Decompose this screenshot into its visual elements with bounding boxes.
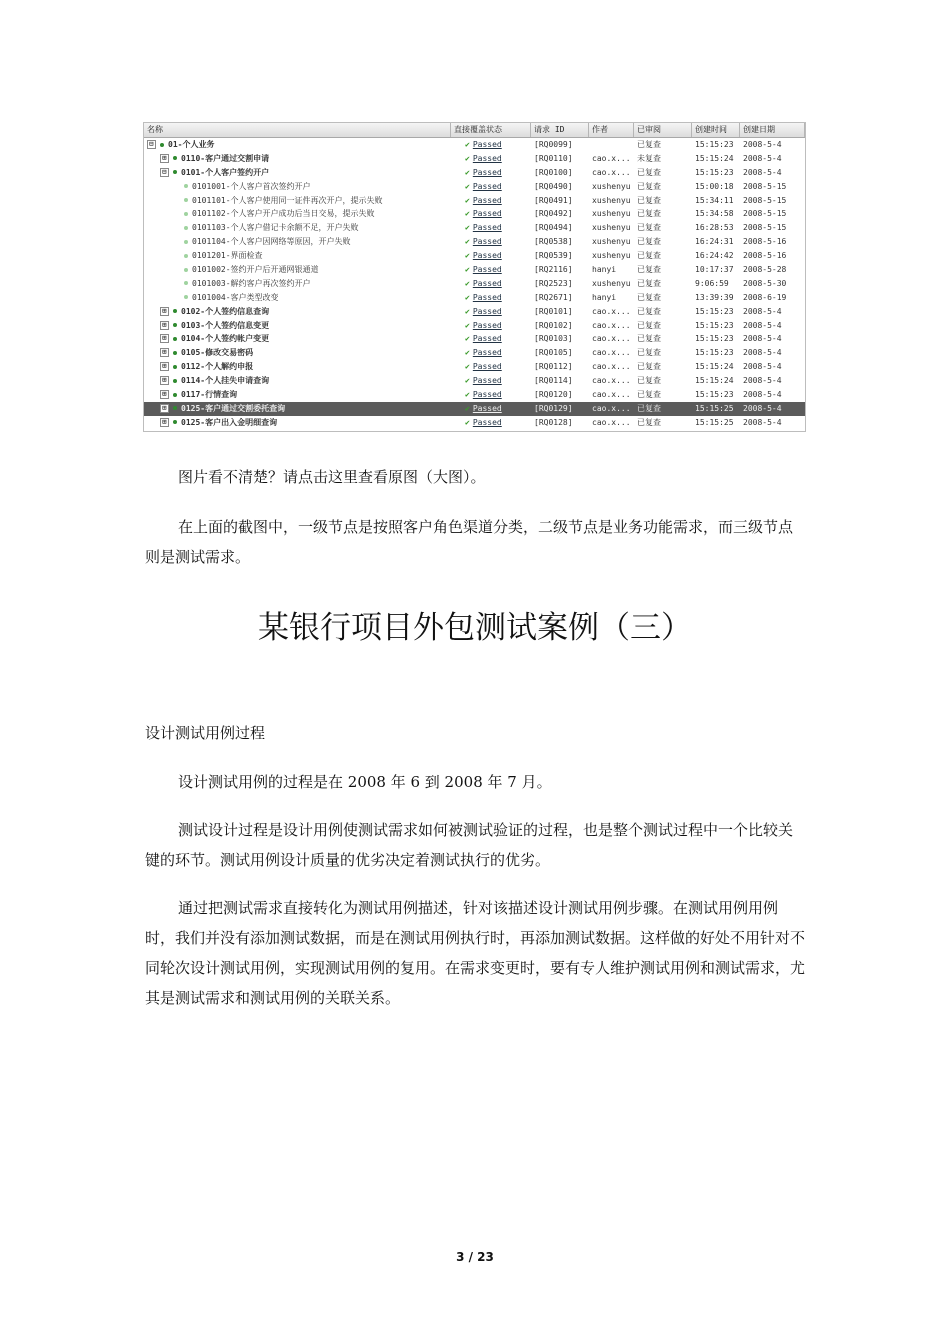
row-reviewed: 已复查	[637, 167, 661, 177]
row-name[interactable]: 01-个人业务	[168, 140, 215, 149]
row-author: cao.x...	[592, 306, 631, 316]
row-request-id: [RQ0099]	[534, 140, 573, 149]
status-link[interactable]: Passed	[472, 140, 502, 149]
row-name-cell	[144, 360, 451, 374]
row-status-cell	[451, 221, 531, 235]
row-author: cao.x...	[592, 376, 631, 386]
row-name[interactable]: 0101-个人客户签约开户	[181, 167, 270, 177]
row-name-cell	[144, 249, 451, 263]
col-created-date[interactable]: 创建日期	[740, 123, 805, 137]
expand-icon[interactable]: ⊞	[160, 376, 169, 385]
status-link[interactable]: Passed	[472, 181, 502, 191]
row-request-id: [RQ0120]	[534, 390, 573, 400]
status-link[interactable]: Passed	[472, 292, 502, 302]
requirement-node-icon	[184, 184, 188, 188]
requirement-node-icon	[184, 254, 188, 258]
check-icon: ✔	[465, 251, 470, 261]
status-link[interactable]: Passed	[472, 348, 502, 358]
row-author: cao.x...	[592, 167, 631, 177]
row-name[interactable]: 0105-修改交易密码	[181, 348, 254, 358]
row-status-cell	[451, 305, 531, 319]
row-name-cell	[144, 207, 451, 221]
row-name[interactable]: 0112-个人解约申报	[181, 362, 254, 372]
row-author: cao.x...	[592, 334, 631, 344]
row-created-date: 2008-5-15	[743, 209, 787, 219]
expand-icon[interactable]: ⊞	[160, 321, 169, 330]
check-icon: ✔	[465, 223, 470, 233]
table-row[interactable]	[144, 194, 805, 208]
image-caption[interactable]: 图片看不清楚？请点击这里查看原图（大图）。	[178, 468, 486, 486]
row-author: cao.x...	[592, 153, 631, 163]
check-icon: ✔	[465, 237, 470, 247]
row-created-date: 2008-6-19	[743, 292, 787, 302]
table-row[interactable]	[144, 249, 805, 263]
row-status-cell	[451, 332, 531, 346]
status-link[interactable]: Passed	[472, 362, 502, 372]
check-icon: ✔	[465, 320, 470, 330]
paragraph-1: 在上面的截图中，一级节点是按照客户角色渠道分类，二级节点是业务功能需求，而三级节点则是测试需求。	[145, 518, 794, 566]
row-reviewed: 已复查	[637, 223, 661, 233]
row-created-time: 15:34:58	[695, 209, 734, 219]
status-link[interactable]: Passed	[472, 278, 502, 288]
table-row[interactable]	[144, 166, 805, 180]
expand-icon[interactable]: ⊞	[160, 154, 169, 163]
row-name-cell	[144, 221, 451, 235]
table-row[interactable]	[144, 374, 805, 388]
row-reviewed: 已复查	[637, 209, 661, 219]
row-author: hanyi	[592, 265, 617, 275]
row-reviewed: 已复查	[637, 348, 661, 358]
row-created-time: 15:15:24	[695, 376, 734, 386]
row-created-time: 15:15:23	[695, 140, 734, 149]
row-reviewed: 已复查	[637, 237, 661, 247]
requirement-node-icon	[184, 226, 188, 230]
expand-icon[interactable]: ⊞	[160, 390, 169, 399]
row-request-id: [RQ0112]	[534, 362, 573, 372]
status-link[interactable]: Passed	[472, 237, 502, 247]
row-created-date: 2008-5-16	[743, 251, 787, 261]
row-author: xushenyu	[592, 237, 631, 247]
row-request-id: [RQ2116]	[534, 265, 573, 275]
row-status-cell	[451, 152, 531, 166]
requirement-node-icon	[184, 295, 188, 299]
row-created-date: 2008-5-4	[743, 140, 782, 149]
paragraph-3: 测试设计过程是设计用例使测试需求如何被测试验证的过程，也是整个测试过程中一个比较关键的环节。测试用例设计质量的优劣决定着测试执行的优劣。	[145, 821, 794, 869]
row-created-time: 9:06:59	[695, 278, 729, 288]
row-author: cao.x...	[592, 390, 631, 400]
row-created-date: 2008-5-16	[743, 237, 787, 247]
row-name[interactable]: 0101103-个人客户借记卡余额不足，开户失败	[192, 223, 359, 233]
check-icon: ✔	[465, 348, 470, 358]
requirement-node-icon	[173, 393, 177, 397]
row-request-id: [RQ0490]	[534, 181, 573, 191]
row-created-time: 15:15:24	[695, 362, 734, 372]
row-name-cell	[144, 332, 451, 346]
check-icon: ✔	[465, 140, 470, 149]
expand-icon[interactable]: ⊞	[160, 418, 169, 427]
row-status-cell	[451, 207, 531, 221]
row-reviewed: 未复查	[637, 153, 661, 163]
row-name[interactable]: 0101101-个人客户使用同一证件再次开户，提示失败	[192, 195, 383, 205]
row-created-time: 16:24:42	[695, 251, 734, 261]
status-link[interactable]: Passed	[472, 390, 502, 400]
row-request-id: [RQ2523]	[534, 278, 573, 288]
status-link[interactable]: Passed	[472, 376, 502, 386]
row-name-cell	[144, 138, 451, 152]
status-link[interactable]: Passed	[472, 334, 502, 344]
requirement-node-icon	[184, 212, 188, 216]
check-icon: ✔	[465, 376, 470, 386]
row-created-time: 16:24:31	[695, 237, 734, 247]
row-reviewed: 已复查	[637, 251, 661, 261]
row-status-cell	[451, 249, 531, 263]
row-reviewed: 已复查	[637, 140, 661, 149]
row-status-cell	[451, 138, 531, 152]
requirement-node-icon	[184, 268, 188, 272]
paragraph-4: 通过把测试需求直接转化为测试用例描述，针对该描述设计测试用例步骤。在测试用例用例时，我们并没有添加测试数据，而是在测试用例执行时，再添加测试数据。这样做的好处不用针对不同轮次设计测试用例，实现测试用例的复用。在需求变更时，要有专人维护测试用例和测试需求，尤其是测试需求和测试用例的关联关系。	[145, 899, 806, 1007]
row-created-time: 10:17:37	[695, 265, 734, 275]
table-row[interactable]	[144, 402, 805, 416]
row-reviewed: 已复查	[637, 403, 661, 413]
table-row[interactable]	[144, 360, 805, 374]
row-request-id: [RQ0100]	[534, 167, 573, 177]
row-name-cell	[144, 319, 451, 333]
row-name-cell	[144, 291, 451, 305]
row-author	[589, 138, 634, 152]
row-request-id: [RQ2671]	[534, 292, 573, 302]
row-created-time: 15:15:23	[695, 390, 734, 400]
table-row[interactable]	[144, 152, 805, 166]
table-row[interactable]	[144, 319, 805, 333]
row-request-id: [RQ0492]	[534, 209, 573, 219]
row-author: xushenyu	[592, 278, 631, 288]
row-name-cell	[144, 152, 451, 166]
row-name[interactable]: 0101002-签约开户后开通网银通道	[192, 265, 319, 275]
row-author: xushenyu	[592, 195, 631, 205]
row-created-date: 2008-5-30	[743, 278, 787, 288]
row-request-id: [RQ0538]	[534, 237, 573, 247]
requirement-node-icon	[173, 379, 177, 383]
row-created-time: 15:15:23	[695, 320, 734, 330]
row-author: xushenyu	[592, 251, 631, 261]
row-created-time: 15:34:11	[695, 195, 734, 205]
row-name[interactable]: 0117-行情查询	[181, 390, 238, 400]
row-request-id: [RQ0129]	[534, 403, 573, 413]
table-row[interactable]	[144, 138, 805, 152]
row-created-date: 2008-5-15	[743, 195, 787, 205]
row-status-cell	[451, 166, 531, 180]
row-author: xushenyu	[592, 223, 631, 233]
requirement-node-icon	[184, 240, 188, 244]
row-status-cell	[451, 360, 531, 374]
row-request-id: [RQ0110]	[534, 153, 573, 163]
row-created-date: 2008-5-15	[743, 181, 787, 191]
collapse-icon[interactable]: ⊟	[160, 168, 169, 177]
requirement-node-icon	[160, 143, 164, 147]
col-author[interactable]: 作者	[589, 123, 634, 137]
row-created-time: 15:00:18	[695, 181, 734, 191]
row-name[interactable]: 0125-客户出入金明细查询	[181, 417, 278, 427]
row-status-cell	[451, 263, 531, 277]
row-name[interactable]: 0125-客户通过交割委托查询	[181, 403, 286, 413]
row-reviewed: 已复查	[637, 334, 661, 344]
row-name-cell	[144, 305, 451, 319]
row-name-cell	[144, 346, 451, 360]
col-request-id[interactable]: 请求 ID	[531, 123, 589, 137]
row-request-id: [RQ0491]	[534, 195, 573, 205]
row-created-time: 16:28:53	[695, 223, 734, 233]
status-link[interactable]: Passed	[472, 251, 502, 261]
row-reviewed: 已复查	[637, 320, 661, 330]
row-status-cell	[451, 291, 531, 305]
row-reviewed: 已复查	[637, 195, 661, 205]
table-row[interactable]	[144, 221, 805, 235]
row-name[interactable]: 0101102-个人客户开户成功后当日交易，提示失败	[192, 209, 375, 219]
row-author: cao.x...	[592, 320, 631, 330]
row-reviewed: 已复查	[637, 417, 661, 427]
check-icon: ✔	[465, 278, 470, 288]
table-row[interactable]	[144, 263, 805, 277]
row-name[interactable]: 0103-个人签约信息变更	[181, 320, 270, 330]
requirement-node-icon	[173, 365, 177, 369]
status-link[interactable]: Passed	[472, 167, 502, 177]
row-created-date: 2008-5-4	[743, 376, 782, 386]
requirement-node-icon	[184, 281, 188, 285]
row-request-id: [RQ0114]	[534, 376, 573, 386]
page-title: 某银行项目外包测试案例（三）	[258, 610, 692, 646]
col-status[interactable]: 直接覆盖状态	[451, 123, 531, 137]
expand-icon[interactable]: ⊞	[160, 334, 169, 343]
row-status-cell	[451, 402, 531, 416]
requirement-node-icon	[173, 156, 177, 160]
row-created-time: 15:15:23	[695, 167, 734, 177]
row-request-id: [RQ0128]	[534, 417, 573, 427]
check-icon: ✔	[465, 292, 470, 302]
expand-icon[interactable]: ⊞	[160, 348, 169, 357]
row-created-date: 2008-5-4	[743, 320, 782, 330]
row-created-time: 15:15:23	[695, 334, 734, 344]
row-reviewed: 已复查	[637, 265, 661, 275]
check-icon: ✔	[465, 209, 470, 219]
paragraph-2: 设计测试用例的过程是在 2008 年 6 到 2008 年 7 月。	[178, 773, 552, 791]
status-link[interactable]: Passed	[472, 265, 502, 275]
row-request-id: [RQ0102]	[534, 320, 573, 330]
row-name[interactable]: 0101003-解约客户再次签约开户	[192, 278, 311, 288]
requirement-node-icon	[173, 351, 177, 355]
table-row[interactable]	[144, 332, 805, 346]
col-created-time[interactable]: 创建时间	[692, 123, 740, 137]
col-reviewed[interactable]: 已审阅	[634, 123, 692, 137]
table-row[interactable]	[144, 235, 805, 249]
row-name[interactable]: 0101104-个人客户因网络等原因，开户失败	[192, 237, 351, 247]
row-reviewed: 已复查	[637, 181, 661, 191]
row-created-date: 2008-5-28	[743, 265, 787, 275]
row-name-cell	[144, 180, 451, 194]
row-created-time: 15:15:23	[695, 306, 734, 316]
row-request-id: [RQ0105]	[534, 348, 573, 358]
check-icon: ✔	[465, 195, 470, 205]
check-icon: ✔	[465, 362, 470, 372]
check-icon: ✔	[465, 334, 470, 344]
row-name-cell	[144, 374, 451, 388]
requirements-tree-screenshot	[143, 122, 806, 432]
table-row[interactable]	[144, 416, 805, 430]
collapse-icon[interactable]: ⊟	[147, 140, 156, 149]
requirement-node-icon	[173, 337, 177, 341]
row-author: hanyi	[592, 292, 617, 302]
check-icon: ✔	[465, 181, 470, 191]
check-icon: ✔	[465, 306, 470, 316]
table-header	[144, 123, 805, 138]
row-reviewed: 已复查	[637, 292, 661, 302]
row-created-time: 15:15:25	[695, 417, 734, 427]
status-link[interactable]: Passed	[472, 209, 502, 219]
row-request-id: [RQ0494]	[534, 223, 573, 233]
table-row[interactable]	[144, 207, 805, 221]
row-status-cell	[451, 388, 531, 402]
row-name[interactable]: 0101001-个人客户首次签约开户	[192, 181, 311, 191]
check-icon: ✔	[465, 403, 470, 413]
row-created-date: 2008-5-4	[743, 348, 782, 358]
table-row[interactable]	[144, 291, 805, 305]
row-created-time: 15:15:24	[695, 153, 734, 163]
check-icon: ✔	[465, 417, 470, 427]
row-created-date: 2008-5-4	[743, 390, 782, 400]
expand-icon[interactable]: ⊞	[160, 307, 169, 316]
status-link[interactable]: Passed	[472, 195, 502, 205]
row-created-date: 2008-5-4	[743, 403, 782, 413]
requirement-node-icon	[173, 406, 177, 410]
row-name-cell	[144, 416, 451, 430]
row-name-cell	[144, 277, 451, 291]
row-name[interactable]: 0102-个人签约信息查询	[181, 306, 270, 316]
row-request-id: [RQ0539]	[534, 251, 573, 261]
check-icon: ✔	[465, 167, 470, 177]
row-name[interactable]: 0101201-界面检查	[192, 251, 263, 261]
row-name-cell	[144, 263, 451, 277]
requirement-node-icon	[184, 198, 188, 202]
row-created-date: 2008-5-4	[743, 417, 782, 427]
page-number: 3 / 23	[456, 1250, 494, 1264]
row-author: cao.x...	[592, 348, 631, 358]
check-icon: ✔	[465, 153, 470, 163]
row-reviewed: 已复查	[637, 390, 661, 400]
row-request-id: [RQ0101]	[534, 306, 573, 316]
row-name-cell	[144, 235, 451, 249]
row-status-cell	[451, 194, 531, 208]
col-name[interactable]: 名称	[144, 123, 451, 137]
row-status-cell	[451, 416, 531, 430]
table-row[interactable]	[144, 346, 805, 360]
row-reviewed: 已复查	[637, 306, 661, 316]
row-created-date: 2008-5-4	[743, 153, 782, 163]
row-name-cell	[144, 194, 451, 208]
status-link[interactable]: Passed	[472, 417, 502, 427]
status-link[interactable]: Passed	[472, 153, 502, 163]
row-reviewed: 已复查	[637, 362, 661, 372]
row-name-cell	[144, 166, 451, 180]
row-created-date: 2008-5-4	[743, 306, 782, 316]
requirement-node-icon	[173, 420, 177, 424]
expand-icon[interactable]: ⊞	[160, 362, 169, 371]
row-created-time: 15:15:25	[695, 403, 734, 413]
row-created-date: 2008-5-4	[743, 362, 782, 372]
table-row[interactable]	[144, 388, 805, 402]
row-name[interactable]: 0110-客户通过交割申请	[181, 153, 270, 163]
row-created-date: 2008-5-15	[743, 223, 787, 233]
table-row[interactable]	[144, 305, 805, 319]
row-author: xushenyu	[592, 209, 631, 219]
check-icon: ✔	[465, 265, 470, 275]
row-status-cell	[451, 374, 531, 388]
row-name[interactable]: 0101004-客户类型改变	[192, 292, 279, 302]
row-status-cell	[451, 346, 531, 360]
row-status-cell	[451, 319, 531, 333]
status-link[interactable]: Passed	[472, 403, 502, 413]
table-row[interactable]	[144, 180, 805, 194]
check-icon: ✔	[465, 390, 470, 400]
row-status-cell	[451, 235, 531, 249]
section-heading: 设计测试用例过程	[145, 724, 266, 742]
row-author: cao.x...	[592, 403, 631, 413]
status-link[interactable]: Passed	[472, 320, 502, 330]
table-body	[144, 138, 805, 430]
row-reviewed: 已复查	[637, 376, 661, 386]
row-name[interactable]: 0114-个人挂失申请查询	[181, 376, 270, 386]
row-name[interactable]: 0104-个人签约帐户变更	[181, 334, 270, 344]
table-row[interactable]	[144, 277, 805, 291]
row-reviewed: 已复查	[637, 278, 661, 288]
requirement-node-icon	[173, 323, 177, 327]
row-created-date: 2008-5-4	[743, 334, 782, 344]
expand-icon[interactable]: ⊞	[160, 404, 169, 413]
status-link[interactable]: Passed	[472, 223, 502, 233]
row-author: xushenyu	[592, 181, 631, 191]
row-status-cell	[451, 180, 531, 194]
requirement-node-icon	[173, 170, 177, 174]
status-link[interactable]: Passed	[472, 306, 502, 316]
row-author: cao.x...	[592, 362, 631, 372]
requirement-node-icon	[173, 309, 177, 313]
row-created-date: 2008-5-4	[743, 167, 782, 177]
row-request-id: [RQ0103]	[534, 334, 573, 344]
row-name-cell	[144, 402, 451, 416]
row-author: cao.x...	[592, 417, 631, 427]
row-created-time: 13:39:39	[695, 292, 734, 302]
row-name-cell	[144, 388, 451, 402]
row-created-time: 15:15:23	[695, 348, 734, 358]
row-status-cell	[451, 277, 531, 291]
